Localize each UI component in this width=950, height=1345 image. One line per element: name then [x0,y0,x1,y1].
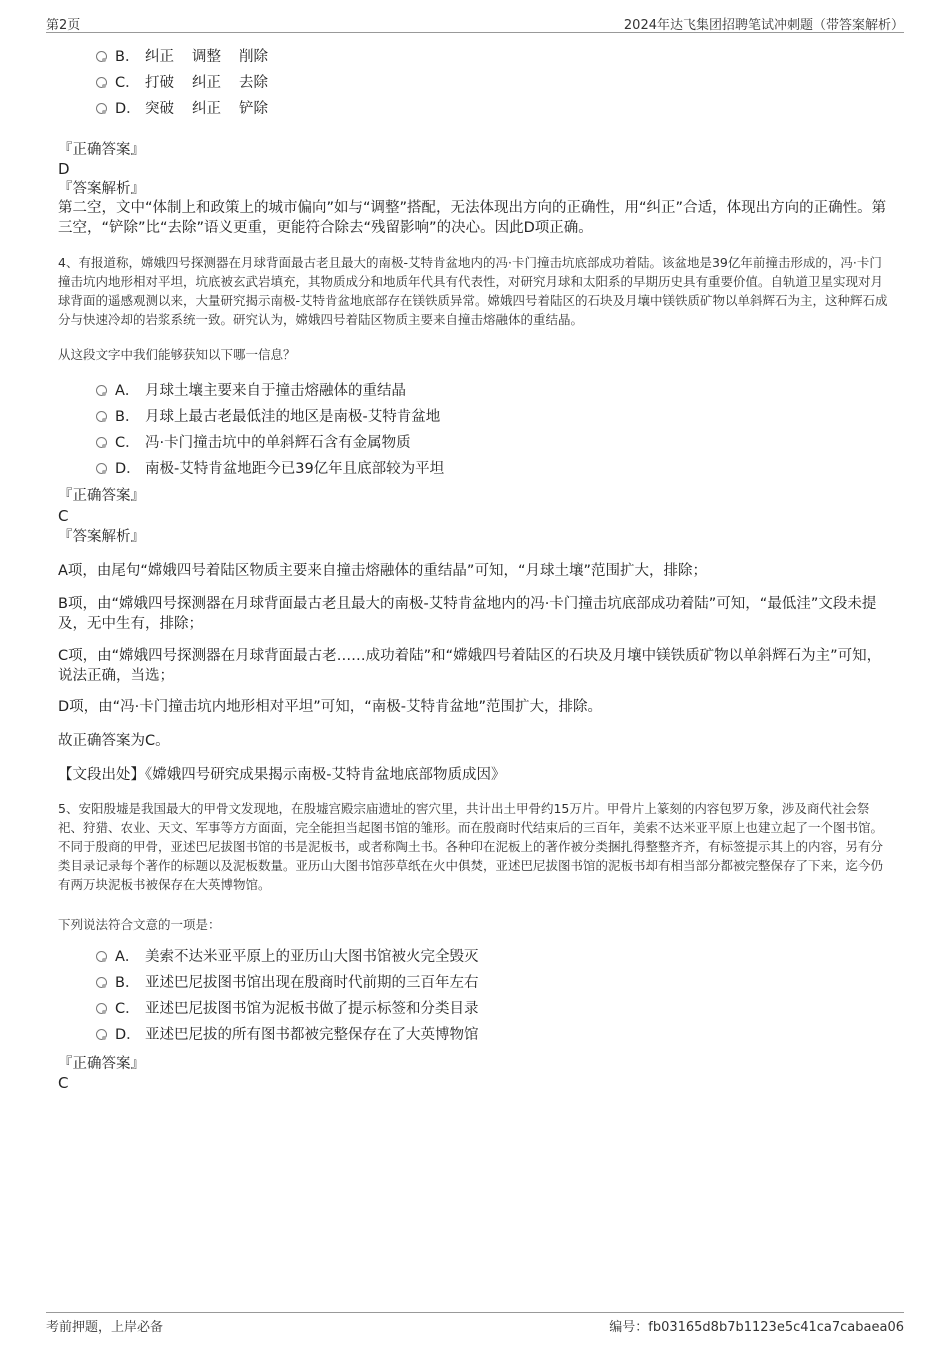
radio-icon[interactable] [96,77,107,88]
q3-option-b[interactable]: B． 纠正 调整 削除 [96,46,286,68]
analysis-item-c: C项，由“嫦娥四号探测器在月球背面最古老……成功着陆”和“嫦娥四号着陆区的石块及月壤中镁铁质矿物以单斜辉石为主”可知，说法正确，当选； [58,648,882,684]
answer-value: D [58,160,70,178]
question-5-prompt: 下列说法符合文意的一项是： [58,917,221,932]
analysis-item-d: D项，由“冯·卡门撞击坑内地形相对平坦”可知，“南极-艾特肯盆地”范围扩大，排除。 [58,699,603,715]
radio-icon[interactable] [96,951,107,962]
analysis-item-b: B项，由“嫦娥四号探测器在月球背面最古老且最大的南极-艾特肯盆地内的冯·卡门撞击坑底部成功着陆”可知，“最低洼”文段未提及，无中生有，排除； [58,596,877,632]
radio-icon[interactable] [96,51,107,62]
answer-label: 『正确答案』 [58,142,145,158]
analysis-conclusion: 故正确答案为C。 [58,733,170,749]
radio-icon[interactable] [96,977,107,988]
q5-option-c[interactable]: C． 亚述巴尼拔图书馆为泥板书做了提示标签和分类目录 [96,998,479,1020]
analysis-label: 『答案解析』 [58,181,145,197]
question-4-prompt: 从这段文字中我们能够获知以下哪一信息？ [58,347,296,362]
analysis-item-a: A项，由尾句“嫦娥四号着陆区物质主要来自撞击熔融体的重结晶”可知，“月球土壤”范围扩大，排除； [58,563,707,579]
q5-option-a[interactable]: A． 美索不达米亚平原上的亚历山大图书馆被火完全毁灭 [96,946,479,968]
analysis-label: 『答案解析』 [58,529,145,545]
radio-icon[interactable] [96,385,107,396]
answer-value: C [58,1074,69,1092]
q4-option-c[interactable]: C． 冯·卡门撞击坑中的单斜辉石含有金属物质 [96,432,411,454]
answer-value: C [58,507,69,525]
source-citation: 【文段出处】《嫦娥四号研究成果揭示南极-艾特肯盆地底部物质成因》 [58,767,506,783]
question-5-text: 5、安阳殷墟是我国最大的甲骨文发现地，在殷墟宫殿宗庙遗址的窖穴里，共计出土甲骨约15万片。甲骨片上篆刻的内容包罗万象，涉及商代社会祭祀、狩猎、农业、天文、军事等方方面面，完全能担当起图书馆的雏形。而在殷商时代结束后的三百年，美索不达米亚平原上也建立起了一个图书馆。不同于殷商的甲骨，亚述巴尼拔图书馆的书是泥板书，或者称陶土书。各种印在泥板上的著作被分类捆扎得整整齐齐，有标签提示其上的内容，另有分类目录记录每个著作的标题以及泥板数量。亚历山大图书馆莎草纸在火中俱焚，亚述巴尼拔图书馆的泥板书却有相当部分都被完整保存了下来，迄今仍有两万块泥板书被保存在大英博物馆。 [58,801,884,892]
radio-icon[interactable] [96,463,107,474]
q3-option-d[interactable]: D． 突破 纠正 铲除 [96,98,286,120]
answer-label: 『正确答案』 [58,488,145,504]
answer-label: 『正确答案』 [58,1056,145,1072]
analysis-text: 第二空，文中“体制上和政策上的城市偏向”如与“调整”搭配，无法体现出方向的正确性，用“纠正”合适，体现出方向的正确性。第三空，“铲除”比“去除”语义更重，更能符合除去“残留影响”的决心。因此D项正确。 [58,200,887,236]
page-number: 第2页 [46,18,81,33]
footer-slogan: 考前押题，上岸必备 [46,1320,164,1335]
document-code: 编号：fb03165d8b7b1123e5c41ca7cabaea06 [609,1320,904,1335]
page-footer [46,1312,904,1333]
radio-icon[interactable] [96,1029,107,1040]
document-title: 2024年达飞集团招聘笔试冲刺题（带答案解析） [623,18,904,33]
radio-icon[interactable] [96,103,107,114]
q4-option-a[interactable]: A． 月球土壤主要来自于撞击熔融体的重结晶 [96,380,406,402]
radio-icon[interactable] [96,437,107,448]
page-header [46,12,904,33]
q5-option-b[interactable]: B． 亚述巴尼拔图书馆出现在殷商时代前期的三百年左右 [96,972,479,994]
question-4-text: 4、有报道称，嫦娥四号探测器在月球背面最古老且最大的南极-艾特肯盆地内的冯·卡门撞击坑底部成功着陆。该盆地是39亿年前撞击形成的，冯·卡门撞击坑内地形相对平坦，坑底被玄武岩填充，其物质成分和地质年代具有代表性，对研究月球和太阳系的早期历史具有重要价值。自轨道卫星实现对月球背面的遥感观测以来，大量研究揭示南极-艾特肯盆地底部存在镁铁质异常。嫦娥四号着陆区的石块及月壤中镁铁质矿物以单斜辉石为主，这种辉石成分与快速冷却的岩浆系统一致。研究认为，嫦娥四号着陆区物质主要来自撞击熔融体的重结晶。 [58,255,888,327]
q5-option-d[interactable]: D． 亚述巴尼拔的所有图书都被完整保存在了大英博物馆 [96,1024,479,1046]
q4-option-d[interactable]: D． 南极-艾特肯盆地距今已39亿年且底部较为平坦 [96,458,444,480]
radio-icon[interactable] [96,411,107,422]
q4-option-b[interactable]: B． 月球上最古老最低洼的地区是南极-艾特肯盆地 [96,406,440,428]
q3-option-c[interactable]: C． 打破 纠正 去除 [96,72,286,94]
radio-icon[interactable] [96,1003,107,1014]
